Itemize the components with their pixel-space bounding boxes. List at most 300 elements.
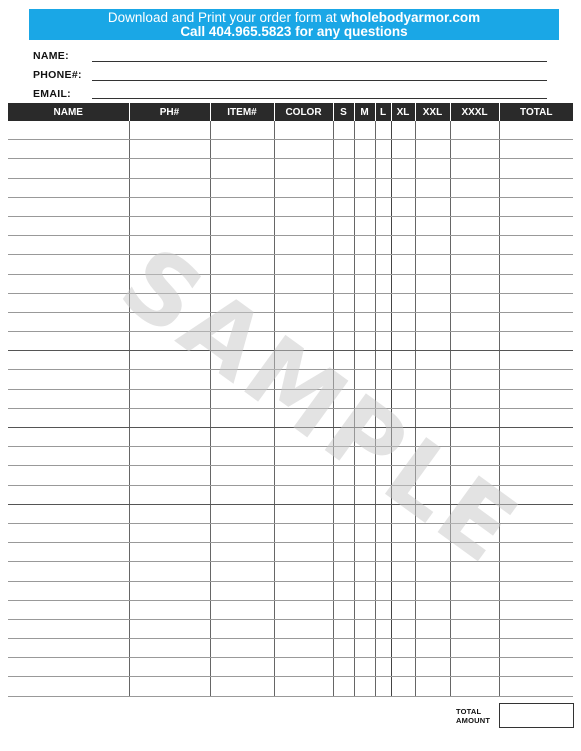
table-cell[interactable] — [333, 197, 354, 216]
table-cell[interactable] — [354, 447, 375, 466]
table-cell[interactable] — [450, 312, 499, 331]
table-cell[interactable] — [210, 351, 274, 370]
table-cell[interactable] — [354, 274, 375, 293]
table-cell[interactable] — [375, 562, 391, 581]
table-cell[interactable] — [354, 485, 375, 504]
table-cell[interactable] — [391, 447, 415, 466]
table-cell[interactable] — [8, 619, 129, 638]
table-cell[interactable] — [450, 600, 499, 619]
table-cell[interactable] — [450, 121, 499, 140]
table-cell[interactable] — [391, 159, 415, 178]
table-cell[interactable] — [450, 197, 499, 216]
table-cell[interactable] — [333, 236, 354, 255]
table-cell[interactable] — [274, 639, 333, 658]
table-cell[interactable] — [499, 159, 573, 178]
table-cell[interactable] — [375, 121, 391, 140]
table-cell[interactable] — [210, 504, 274, 523]
table-cell[interactable] — [415, 178, 450, 197]
table-cell[interactable] — [210, 619, 274, 638]
table-cell[interactable] — [354, 466, 375, 485]
table-cell[interactable] — [210, 428, 274, 447]
table-cell[interactable] — [450, 408, 499, 427]
table-cell[interactable] — [129, 351, 210, 370]
table-cell[interactable] — [210, 639, 274, 658]
table-cell[interactable] — [450, 543, 499, 562]
table-cell[interactable] — [354, 389, 375, 408]
table-cell[interactable] — [450, 619, 499, 638]
table-cell[interactable] — [499, 562, 573, 581]
table-cell[interactable] — [450, 485, 499, 504]
table-cell[interactable] — [129, 485, 210, 504]
table-cell[interactable] — [333, 619, 354, 638]
table-cell[interactable] — [333, 121, 354, 140]
table-cell[interactable] — [499, 504, 573, 523]
table-cell[interactable] — [129, 312, 210, 331]
table-cell[interactable] — [129, 677, 210, 696]
table-cell[interactable] — [8, 274, 129, 293]
table-cell[interactable] — [333, 178, 354, 197]
table-cell[interactable] — [8, 140, 129, 159]
table-cell[interactable] — [391, 197, 415, 216]
table-cell[interactable] — [210, 140, 274, 159]
table-cell[interactable] — [375, 408, 391, 427]
table-cell[interactable] — [8, 255, 129, 274]
table-cell[interactable] — [391, 485, 415, 504]
table-cell[interactable] — [415, 543, 450, 562]
table-cell[interactable] — [210, 178, 274, 197]
table-cell[interactable] — [333, 370, 354, 389]
table-cell[interactable] — [375, 600, 391, 619]
table-cell[interactable] — [354, 332, 375, 351]
table-cell[interactable] — [354, 178, 375, 197]
table-cell[interactable] — [210, 255, 274, 274]
table-cell[interactable] — [129, 523, 210, 542]
email-field[interactable] — [92, 98, 547, 99]
table-cell[interactable] — [274, 197, 333, 216]
table-cell[interactable] — [375, 447, 391, 466]
table-cell[interactable] — [450, 216, 499, 235]
table-cell[interactable] — [8, 562, 129, 581]
table-cell[interactable] — [333, 543, 354, 562]
table-cell[interactable] — [274, 658, 333, 677]
table-cell[interactable] — [499, 428, 573, 447]
table-cell[interactable] — [375, 485, 391, 504]
table-cell[interactable] — [210, 581, 274, 600]
table-cell[interactable] — [499, 197, 573, 216]
table-cell[interactable] — [274, 293, 333, 312]
table-cell[interactable] — [333, 485, 354, 504]
table-cell[interactable] — [333, 600, 354, 619]
table-cell[interactable] — [274, 504, 333, 523]
table-cell[interactable] — [415, 466, 450, 485]
table-cell[interactable] — [415, 485, 450, 504]
table-cell[interactable] — [391, 600, 415, 619]
table-cell[interactable] — [375, 178, 391, 197]
table-cell[interactable] — [274, 159, 333, 178]
table-cell[interactable] — [415, 351, 450, 370]
table-cell[interactable] — [415, 312, 450, 331]
table-cell[interactable] — [274, 447, 333, 466]
table-cell[interactable] — [210, 677, 274, 696]
table-cell[interactable] — [129, 408, 210, 427]
table-cell[interactable] — [354, 581, 375, 600]
table-cell[interactable] — [415, 389, 450, 408]
table-cell[interactable] — [354, 408, 375, 427]
table-cell[interactable] — [415, 428, 450, 447]
table-cell[interactable] — [450, 332, 499, 351]
table-cell[interactable] — [274, 121, 333, 140]
table-cell[interactable] — [210, 543, 274, 562]
table-cell[interactable] — [499, 312, 573, 331]
table-cell[interactable] — [8, 428, 129, 447]
table-cell[interactable] — [129, 447, 210, 466]
table-cell[interactable] — [333, 639, 354, 658]
table-cell[interactable] — [354, 504, 375, 523]
table-cell[interactable] — [8, 370, 129, 389]
table-cell[interactable] — [210, 293, 274, 312]
table-cell[interactable] — [375, 293, 391, 312]
table-cell[interactable] — [8, 639, 129, 658]
table-cell[interactable] — [415, 216, 450, 235]
table-cell[interactable] — [415, 255, 450, 274]
table-cell[interactable] — [210, 389, 274, 408]
table-cell[interactable] — [8, 658, 129, 677]
table-cell[interactable] — [274, 543, 333, 562]
table-cell[interactable] — [274, 255, 333, 274]
table-cell[interactable] — [415, 619, 450, 638]
table-cell[interactable] — [450, 504, 499, 523]
table-cell[interactable] — [333, 408, 354, 427]
table-cell[interactable] — [415, 600, 450, 619]
table-cell[interactable] — [499, 255, 573, 274]
table-cell[interactable] — [129, 389, 210, 408]
table-cell[interactable] — [210, 562, 274, 581]
table-cell[interactable] — [129, 236, 210, 255]
table-cell[interactable] — [499, 140, 573, 159]
table-cell[interactable] — [415, 236, 450, 255]
table-cell[interactable] — [210, 332, 274, 351]
table-cell[interactable] — [8, 466, 129, 485]
table-cell[interactable] — [415, 408, 450, 427]
table-cell[interactable] — [375, 677, 391, 696]
table-cell[interactable] — [391, 216, 415, 235]
table-cell[interactable] — [391, 351, 415, 370]
table-cell[interactable] — [415, 370, 450, 389]
table-cell[interactable] — [210, 408, 274, 427]
table-cell[interactable] — [354, 159, 375, 178]
table-cell[interactable] — [274, 370, 333, 389]
table-cell[interactable] — [375, 581, 391, 600]
table-cell[interactable] — [354, 121, 375, 140]
table-cell[interactable] — [210, 466, 274, 485]
table-cell[interactable] — [210, 216, 274, 235]
table-cell[interactable] — [499, 370, 573, 389]
table-cell[interactable] — [415, 121, 450, 140]
table-cell[interactable] — [450, 140, 499, 159]
table-cell[interactable] — [450, 677, 499, 696]
table-cell[interactable] — [375, 619, 391, 638]
table-cell[interactable] — [8, 485, 129, 504]
table-cell[interactable] — [375, 255, 391, 274]
table-cell[interactable] — [129, 581, 210, 600]
table-cell[interactable] — [129, 293, 210, 312]
table-cell[interactable] — [450, 293, 499, 312]
table-cell[interactable] — [391, 428, 415, 447]
table-cell[interactable] — [499, 389, 573, 408]
table-cell[interactable] — [129, 178, 210, 197]
table-cell[interactable] — [129, 543, 210, 562]
table-cell[interactable] — [450, 255, 499, 274]
table-cell[interactable] — [499, 677, 573, 696]
table-cell[interactable] — [375, 197, 391, 216]
phone-field[interactable] — [92, 80, 547, 81]
table-cell[interactable] — [391, 619, 415, 638]
table-cell[interactable] — [450, 389, 499, 408]
table-cell[interactable] — [391, 581, 415, 600]
table-cell[interactable] — [210, 274, 274, 293]
table-cell[interactable] — [499, 332, 573, 351]
table-cell[interactable] — [499, 293, 573, 312]
table-cell[interactable] — [499, 619, 573, 638]
table-cell[interactable] — [333, 140, 354, 159]
table-cell[interactable] — [8, 197, 129, 216]
table-cell[interactable] — [129, 504, 210, 523]
table-cell[interactable] — [210, 236, 274, 255]
table-cell[interactable] — [274, 408, 333, 427]
table-cell[interactable] — [450, 523, 499, 542]
table-cell[interactable] — [129, 255, 210, 274]
table-cell[interactable] — [129, 140, 210, 159]
table-cell[interactable] — [499, 543, 573, 562]
table-cell[interactable] — [274, 389, 333, 408]
table-cell[interactable] — [499, 121, 573, 140]
table-cell[interactable] — [450, 639, 499, 658]
table-cell[interactable] — [391, 255, 415, 274]
table-cell[interactable] — [375, 351, 391, 370]
table-cell[interactable] — [274, 236, 333, 255]
table-cell[interactable] — [499, 447, 573, 466]
table-cell[interactable] — [8, 389, 129, 408]
table-cell[interactable] — [129, 639, 210, 658]
table-cell[interactable] — [333, 677, 354, 696]
table-cell[interactable] — [499, 351, 573, 370]
table-cell[interactable] — [274, 466, 333, 485]
table-cell[interactable] — [8, 351, 129, 370]
table-cell[interactable] — [210, 485, 274, 504]
table-cell[interactable] — [450, 351, 499, 370]
website-link[interactable]: wholebodyarmor.com — [340, 10, 481, 25]
table-cell[interactable] — [129, 159, 210, 178]
table-cell[interactable] — [450, 658, 499, 677]
table-cell[interactable] — [415, 197, 450, 216]
table-cell[interactable] — [450, 178, 499, 197]
table-cell[interactable] — [354, 677, 375, 696]
table-cell[interactable] — [354, 619, 375, 638]
table-cell[interactable] — [391, 543, 415, 562]
table-cell[interactable] — [274, 140, 333, 159]
table-cell[interactable] — [210, 447, 274, 466]
table-cell[interactable] — [8, 332, 129, 351]
table-cell[interactable] — [375, 523, 391, 542]
table-cell[interactable] — [274, 523, 333, 542]
table-cell[interactable] — [129, 562, 210, 581]
table-cell[interactable] — [354, 255, 375, 274]
table-cell[interactable] — [333, 159, 354, 178]
table-cell[interactable] — [333, 216, 354, 235]
table-cell[interactable] — [333, 255, 354, 274]
table-cell[interactable] — [499, 639, 573, 658]
table-cell[interactable] — [499, 236, 573, 255]
table-cell[interactable] — [210, 658, 274, 677]
table-cell[interactable] — [354, 197, 375, 216]
total-amount-field[interactable] — [499, 703, 574, 728]
table-cell[interactable] — [8, 178, 129, 197]
table-cell[interactable] — [274, 312, 333, 331]
table-cell[interactable] — [129, 121, 210, 140]
table-cell[interactable] — [375, 216, 391, 235]
table-cell[interactable] — [274, 581, 333, 600]
table-cell[interactable] — [450, 370, 499, 389]
table-cell[interactable] — [391, 677, 415, 696]
table-cell[interactable] — [375, 504, 391, 523]
table-cell[interactable] — [274, 562, 333, 581]
table-cell[interactable] — [391, 178, 415, 197]
table-cell[interactable] — [8, 216, 129, 235]
table-cell[interactable] — [333, 466, 354, 485]
table-cell[interactable] — [415, 332, 450, 351]
table-cell[interactable] — [415, 293, 450, 312]
table-cell[interactable] — [375, 274, 391, 293]
table-cell[interactable] — [8, 236, 129, 255]
table-cell[interactable] — [354, 428, 375, 447]
table-cell[interactable] — [499, 178, 573, 197]
table-cell[interactable] — [354, 140, 375, 159]
table-cell[interactable] — [333, 293, 354, 312]
table-cell[interactable] — [333, 447, 354, 466]
table-cell[interactable] — [415, 159, 450, 178]
table-cell[interactable] — [375, 140, 391, 159]
table-cell[interactable] — [274, 619, 333, 638]
table-cell[interactable] — [415, 140, 450, 159]
table-cell[interactable] — [333, 312, 354, 331]
table-cell[interactable] — [415, 523, 450, 542]
table-cell[interactable] — [415, 658, 450, 677]
table-cell[interactable] — [415, 639, 450, 658]
table-cell[interactable] — [450, 447, 499, 466]
table-cell[interactable] — [333, 658, 354, 677]
table-cell[interactable] — [210, 197, 274, 216]
table-cell[interactable] — [129, 370, 210, 389]
table-cell[interactable] — [499, 466, 573, 485]
table-cell[interactable] — [391, 504, 415, 523]
table-cell[interactable] — [274, 216, 333, 235]
table-cell[interactable] — [415, 677, 450, 696]
table-cell[interactable] — [129, 600, 210, 619]
table-cell[interactable] — [375, 639, 391, 658]
table-cell[interactable] — [391, 408, 415, 427]
table-cell[interactable] — [354, 216, 375, 235]
table-cell[interactable] — [391, 639, 415, 658]
table-cell[interactable] — [450, 428, 499, 447]
table-cell[interactable] — [8, 159, 129, 178]
table-cell[interactable] — [391, 236, 415, 255]
table-cell[interactable] — [210, 121, 274, 140]
table-cell[interactable] — [415, 581, 450, 600]
table-cell[interactable] — [129, 216, 210, 235]
table-cell[interactable] — [375, 658, 391, 677]
table-cell[interactable] — [375, 332, 391, 351]
table-cell[interactable] — [450, 236, 499, 255]
table-cell[interactable] — [333, 562, 354, 581]
table-cell[interactable] — [129, 428, 210, 447]
table-cell[interactable] — [333, 428, 354, 447]
table-cell[interactable] — [415, 447, 450, 466]
table-cell[interactable] — [333, 523, 354, 542]
table-cell[interactable] — [129, 197, 210, 216]
table-cell[interactable] — [274, 274, 333, 293]
table-cell[interactable] — [450, 466, 499, 485]
table-cell[interactable] — [391, 370, 415, 389]
table-cell[interactable] — [391, 562, 415, 581]
table-cell[interactable] — [8, 677, 129, 696]
table-cell[interactable] — [391, 523, 415, 542]
table-cell[interactable] — [450, 562, 499, 581]
table-cell[interactable] — [129, 332, 210, 351]
table-cell[interactable] — [375, 543, 391, 562]
table-cell[interactable] — [129, 274, 210, 293]
table-cell[interactable] — [391, 121, 415, 140]
table-cell[interactable] — [354, 523, 375, 542]
table-cell[interactable] — [274, 178, 333, 197]
table-cell[interactable] — [8, 543, 129, 562]
name-field[interactable] — [92, 61, 547, 62]
table-cell[interactable] — [391, 293, 415, 312]
table-cell[interactable] — [375, 428, 391, 447]
table-cell[interactable] — [8, 408, 129, 427]
table-cell[interactable] — [333, 581, 354, 600]
table-cell[interactable] — [354, 658, 375, 677]
table-cell[interactable] — [415, 504, 450, 523]
table-cell[interactable] — [450, 274, 499, 293]
table-cell[interactable] — [129, 466, 210, 485]
table-cell[interactable] — [8, 581, 129, 600]
table-cell[interactable] — [499, 274, 573, 293]
table-cell[interactable] — [354, 543, 375, 562]
table-cell[interactable] — [333, 504, 354, 523]
table-cell[interactable] — [129, 658, 210, 677]
table-cell[interactable] — [210, 370, 274, 389]
table-cell[interactable] — [8, 121, 129, 140]
table-cell[interactable] — [8, 293, 129, 312]
table-cell[interactable] — [391, 389, 415, 408]
table-cell[interactable] — [274, 351, 333, 370]
table-cell[interactable] — [8, 447, 129, 466]
table-cell[interactable] — [391, 332, 415, 351]
table-cell[interactable] — [499, 581, 573, 600]
table-cell[interactable] — [415, 562, 450, 581]
table-cell[interactable] — [354, 312, 375, 331]
table-cell[interactable] — [391, 140, 415, 159]
table-cell[interactable] — [210, 523, 274, 542]
table-cell[interactable] — [8, 600, 129, 619]
table-cell[interactable] — [499, 216, 573, 235]
table-cell[interactable] — [375, 389, 391, 408]
table-cell[interactable] — [354, 293, 375, 312]
table-cell[interactable] — [333, 332, 354, 351]
table-cell[interactable] — [129, 619, 210, 638]
table-cell[interactable] — [8, 523, 129, 542]
table-cell[interactable] — [375, 236, 391, 255]
